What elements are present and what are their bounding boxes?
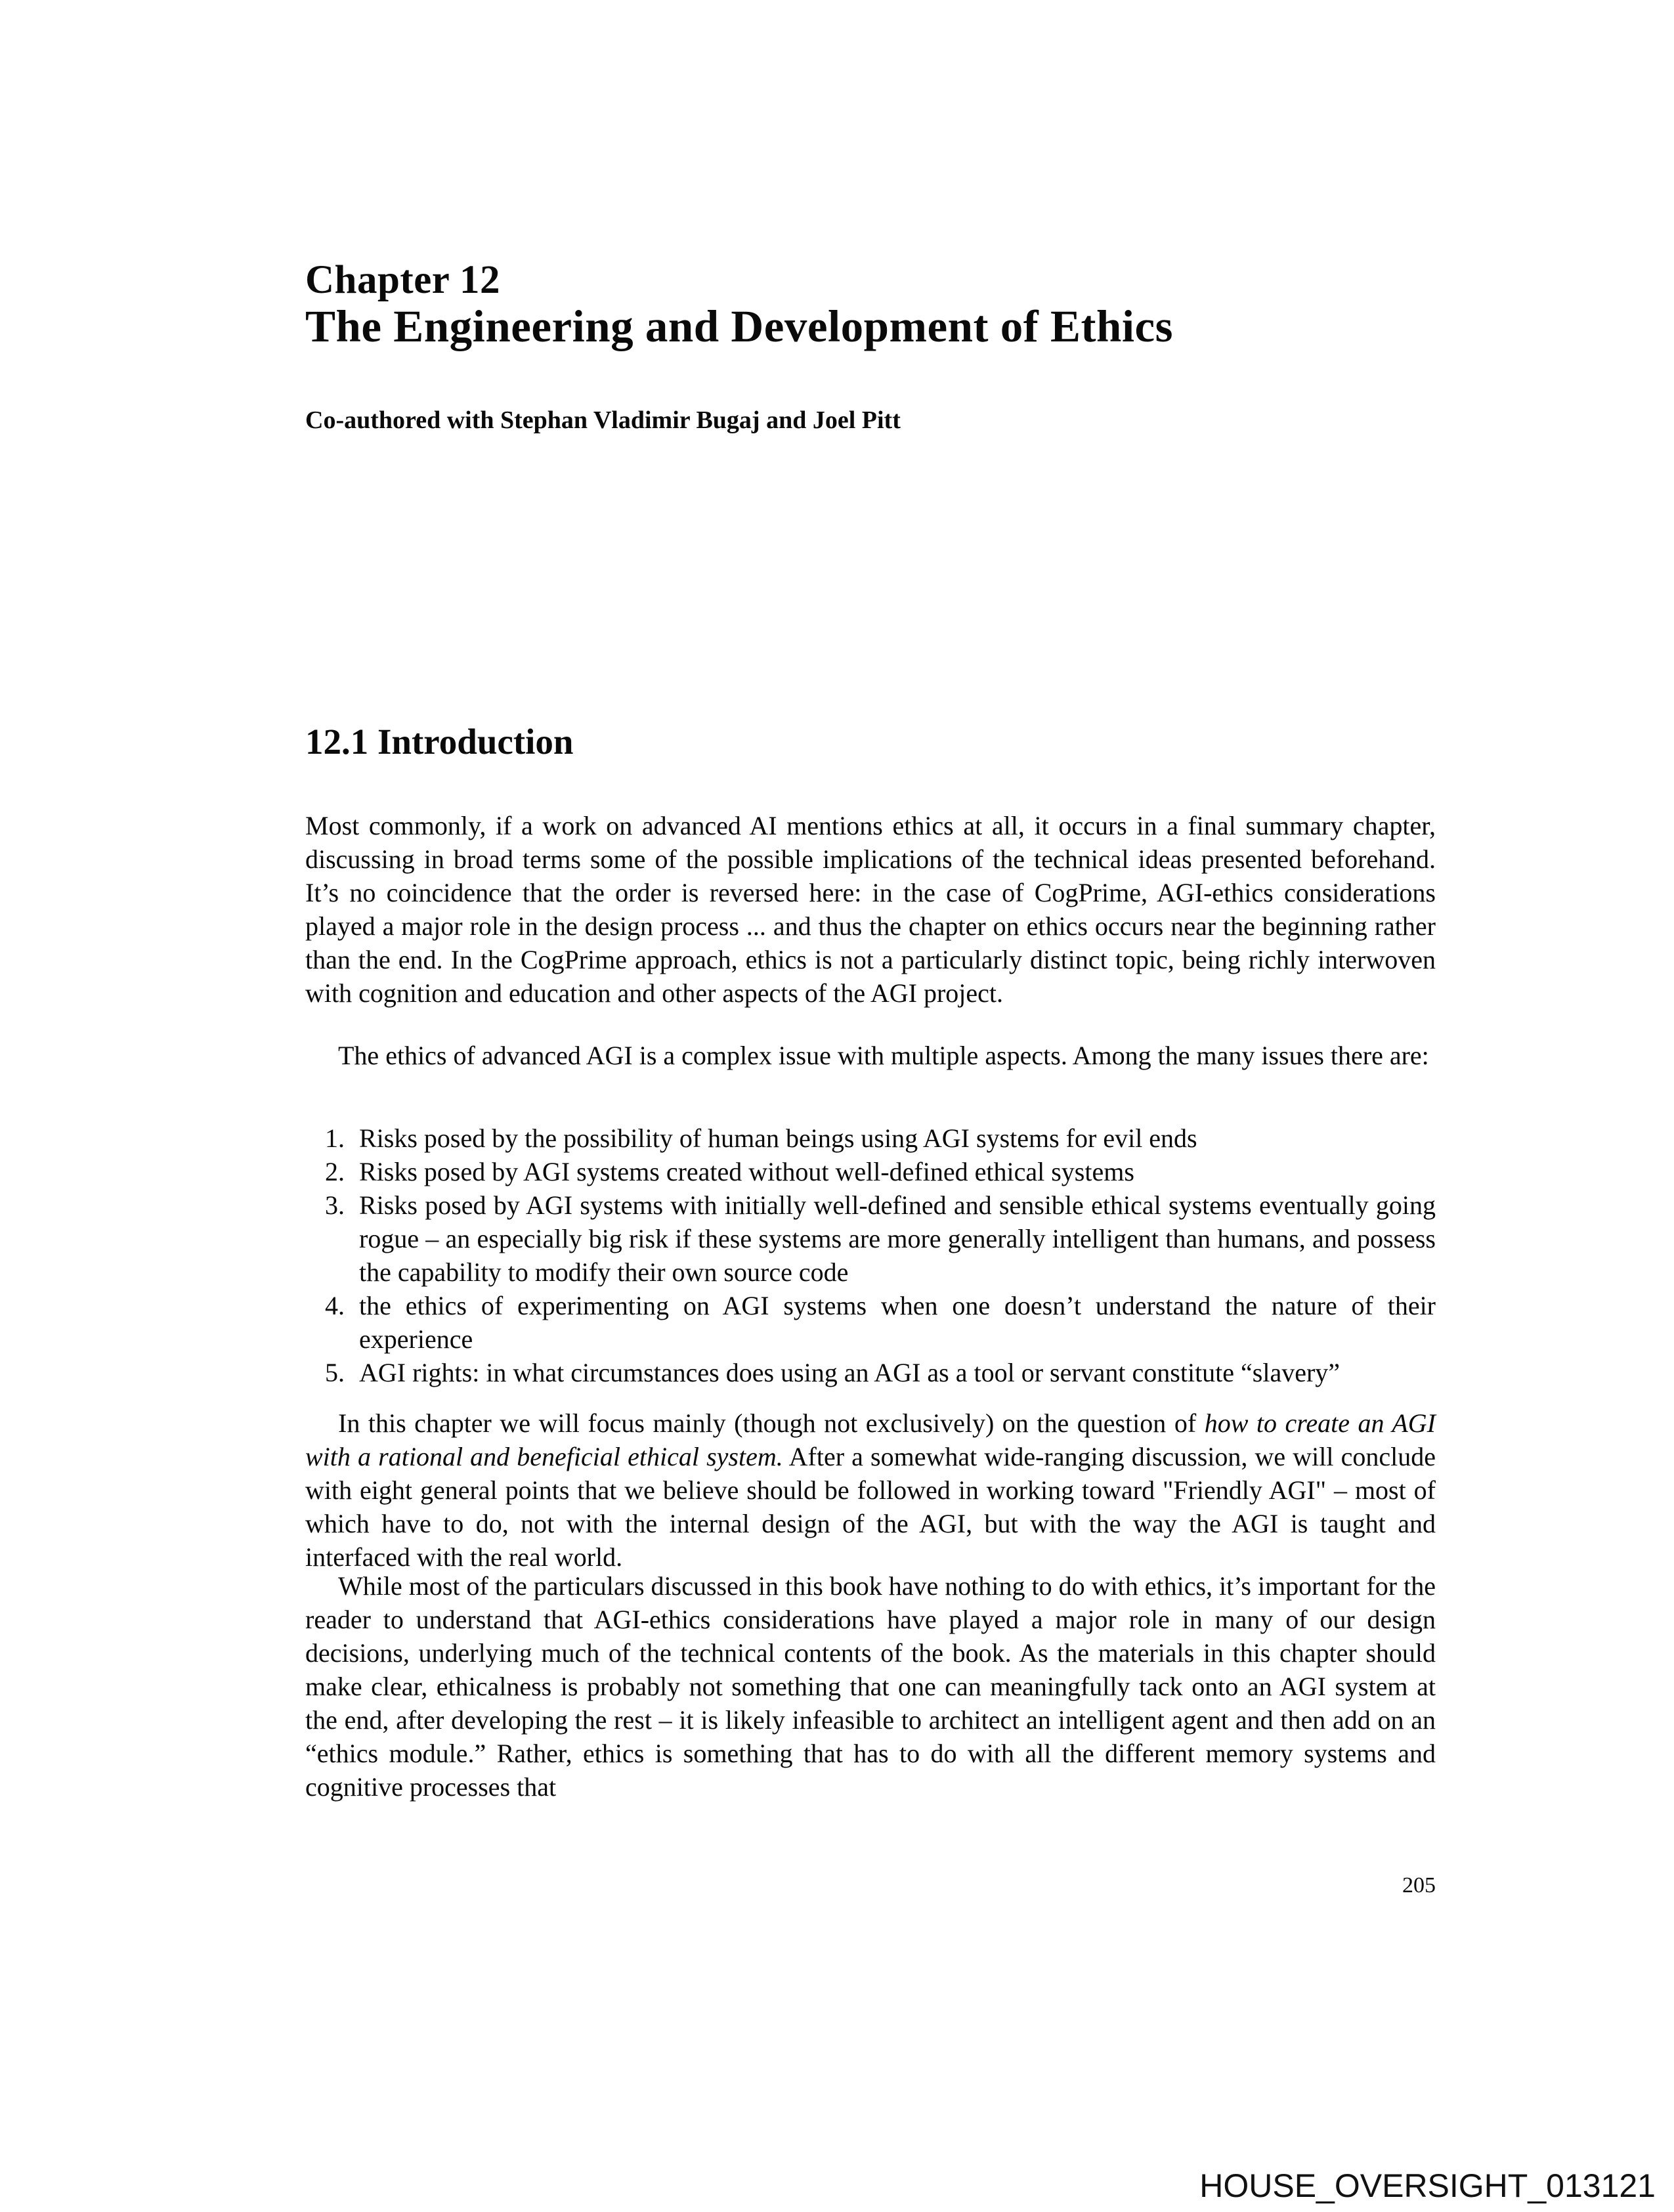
byline: Co-authored with Stephan Vladimir Bugaj and Joel Pitt [305,406,901,434]
list-item [305,1356,1436,1389]
paragraph-italic-text: how to create an AGI with a rational and beneficial ethical system. [305,1408,1436,1471]
paragraph-text: After a somewhat wide-ranging discussion, we will conclude with eight general points that we believe should be followed in working toward "Friendly AGI" – most of which have to do, not with the internal design of the AGI, but with the way the AGI is taught and interfaced with the real world. [305,1442,1436,1572]
chapter-label: Chapter 12 [305,258,501,302]
paragraph-intro-4: While most of the particulars discussed in this book have nothing to do with ethics, it’s important for the reader to understand that AGI-ethics considerations have played a major role in many of our design decisions, underlying much of the technical contents of the book. As the materials in this chapter should make clear, ethicalness is probably not something that one can meaningfully tack onto an AGI system at the end, after developing the rest – it is likely infeasible to architect an intelligent agent and then add on an “ethics module.” Rather, ethics is something that has to do with all the different memory systems and cognitive processes that [305,1571,1436,1802]
list-item [305,1188,1436,1289]
paragraph-intro-1: Most commonly, if a work on advanced AI mentions ethics at all, it occurs in a final summary chapter, discussing in broad terms some of the possible implications of the technical ideas presented beforehand. It’s no coincidence that the order is reversed here: in the case of CogPrime, AGI-ethics considerations played a major role in the design process ... and thus the chapter on ethics occurs near the beginning rather than the end. In the CogPrime approach, ethics is not a particularly distinct topic, being richly interwoven with cognition and education and other aspects of the AGI project. [305,811,1436,1008]
list-item-text: the ethics of experimenting on AGI systems when one doesn’t understand the nature of their experience [359,1291,1436,1354]
list-item [305,1289,1436,1356]
list-item-text: Risks posed by the possibility of human beings using AGI systems for evil ends [359,1123,1197,1153]
paragraph-intro-3 [305,1406,1436,1574]
section-heading: 12.1 Introduction [305,722,574,762]
list-item-text: Risks posed by AGI systems with initially well-defined and sensible ethical systems eventually going rogue – an especially big risk if these systems are more generally intelligent than humans, and possess the capability to modify their own source code [359,1190,1436,1287]
risks-numbered-list [305,1121,1436,1389]
page-title: The Engineering and Development of Ethics [305,301,1173,351]
list-item-number: 2. [325,1157,345,1186]
paragraph-intro-2: The ethics of advanced AGI is a complex issue with multiple aspects. Among the many issues there are: [338,1041,1429,1070]
list-item-text: Risks posed by AGI systems created without well-defined ethical systems [359,1157,1134,1186]
list-item-number: 1. [325,1123,345,1153]
page-number: 205 [1402,1873,1436,1898]
list-item-number: 5. [325,1358,345,1387]
bates-stamp-watermark: HOUSE_OVERSIGHT_013121 [1199,2167,1656,2204]
paragraph-text: In this chapter we will focus mainly (though not exclusively) on the question of [338,1408,1205,1438]
list-item [305,1155,1436,1188]
list-item-number: 3. [325,1190,345,1220]
list-item-number: 4. [325,1291,345,1320]
list-item [305,1121,1436,1155]
list-item-text: AGI rights: in what circumstances does using an AGI as a tool or servant constitute “slavery” [359,1358,1341,1387]
